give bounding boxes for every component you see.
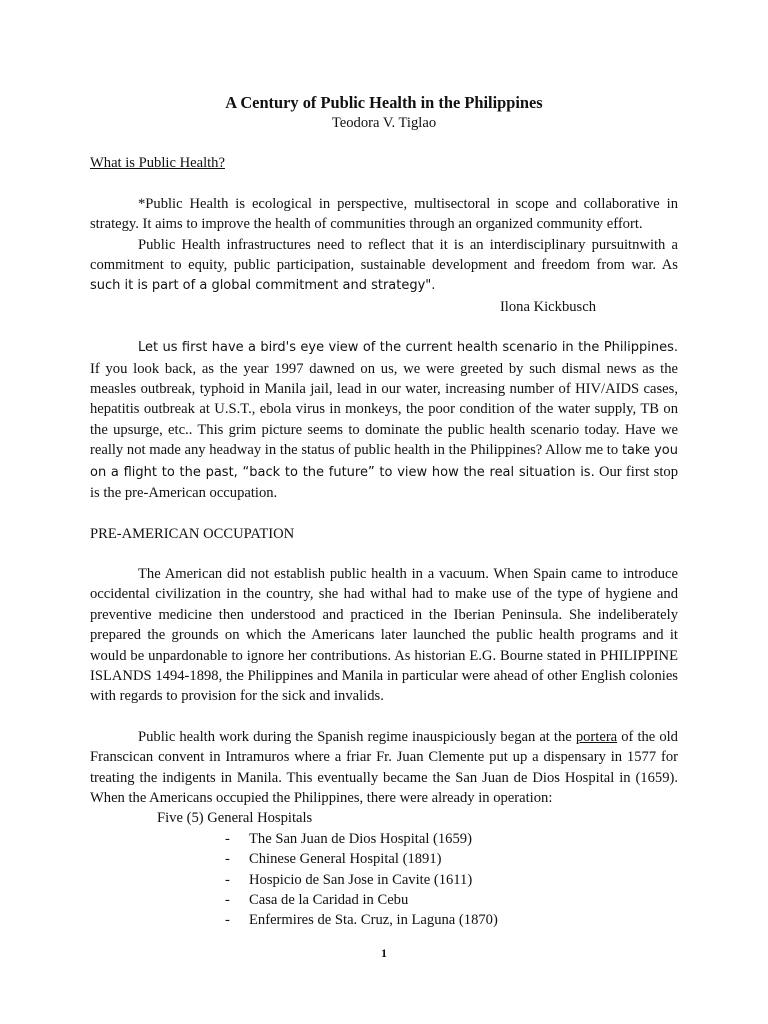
document-title: A Century of Public Health in the Philippines [225,93,543,112]
hospitals-list [90,829,678,931]
pre-american-paragraph-1: The American did not establish public health in a vacuum. When Spain came to introduce occidental civilization in the country, she had withal had to make use of the type of hygiene and preventive medicine then understood and practiced in the Iberian Peninsula. She indeliberately prepared the grounds on which the Americans later launched the public health programs and it would be unpardonable to ignore her contributions. As historian E.G. Bourne stated in PHILIPPINE ISLANDS 1494-1898, the Philippines and Manila in particular were ahead of other English colonies with regards to provision for the sick and invalids. [90,565,678,705]
author-name: Teodora V. Tiglao [331,115,437,131]
page-number: 1 [381,946,387,960]
list-item: - The San Juan de Dios Hospital (1659) [225,830,472,847]
section-heading-what-is-public-health: What is Public Health? [90,155,225,172]
list-item: - Hospicio de San Jose in Cavite (1611) [225,871,473,888]
hospitals-list-title: Five (5) General Hospitals [157,810,313,827]
quote-attribution: Ilona Kickbusch [499,298,596,315]
quote-paragraph-2: Public Health infrastructures need to reflect that it is an interdisciplinary pursuitnwith a commitment to equity, public participation, sustainable development and freedom from war. As such it is part of a global commitment and strategy". [90,236,678,294]
section-heading-pre-american: PRE-AMERICAN OCCUPATION [90,525,295,542]
document-body [90,93,678,931]
portera-term: portera [575,728,618,745]
list-item: - Chinese General Hospital (1891) [225,851,442,868]
list-item: - Enfermires de Sta. Cruz, in Laguna (1870) [225,912,498,929]
intro-paragraph: Let us first have a bird's eye view of the current health scenario in the Philippines. If you look back, as the year 1997 dawned on us, we were greeted by such dismal news as the measles outbreak, typhoid in Manila jail, lead in our water, increasing number of HIV/AIDS cases, hepatitis outbreak at U.S.T., ebola virus in monkeys, the poor condition of the water supply, TB on the upsurge, etc.. This grim picture seems to dominate the public health scenario today. Have we really not made any headway in the status of public health in the Philippines? Allow me to take you on a flight to the past, “back to the future” to view how the real situation is. Our first stop is the pre-American occupation. [90,340,678,502]
list-item: - Casa de la Caridad in Cebu [225,892,409,908]
quote-paragraph-1: *Public Health is ecological in perspective, multisectoral in scope and collaborative in strategy. It aims to improve the health of communities through an organized community effort. [90,195,678,233]
pre-american-paragraph-2: Public health work during the Spanish regime inauspiciously began at the portera of the old Franscican convent in Intramuros where a friar Fr. Juan Clemente put up a dispensary in 1577 for treating the indigents in Manila. This eventually became the San Juan de Dios Hospital in (1659). When the Americans occupied the Philippines, there were already in operation: [90,728,678,806]
